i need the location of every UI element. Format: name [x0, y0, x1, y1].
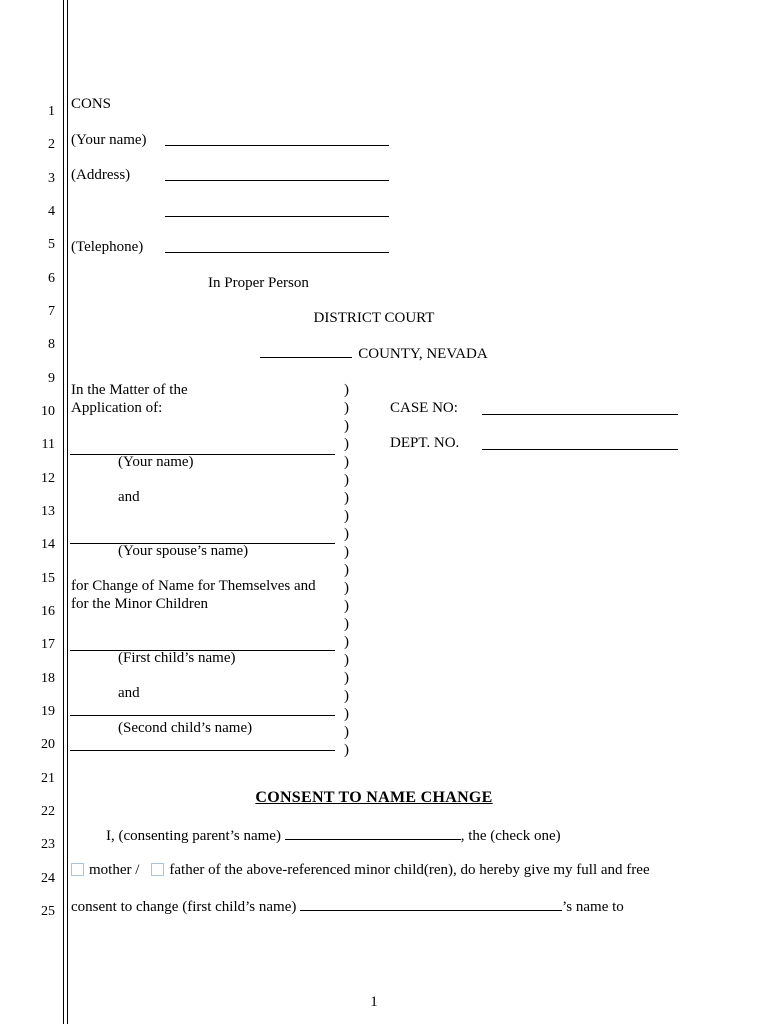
- caption-paren: ): [344, 706, 349, 722]
- caption-paren: ): [344, 652, 349, 668]
- line-number: 8: [48, 337, 55, 352]
- line-number: 15: [41, 571, 55, 586]
- address-field-line2[interactable]: [165, 202, 389, 217]
- telephone-field[interactable]: [165, 238, 389, 253]
- caption-paren: ): [344, 436, 349, 452]
- consent-suffix: ’s name to: [562, 899, 624, 915]
- parent-type-line: [71, 861, 650, 879]
- caption-paren: ): [344, 508, 349, 524]
- your-name-field[interactable]: [165, 131, 389, 146]
- caption-second-child-label: (Second child’s name): [118, 720, 253, 736]
- caption-paren: ): [344, 598, 349, 614]
- caption-paren: ): [344, 544, 349, 560]
- mother-label: mother /: [89, 862, 140, 878]
- consenting-parent-name-field[interactable]: [285, 827, 461, 840]
- dept-no-field[interactable]: [482, 435, 678, 450]
- caption-paren: ): [344, 580, 349, 596]
- caption-for-change-line1: for Change of Name for Themselves and: [71, 578, 316, 594]
- caption-paren: ): [344, 472, 349, 488]
- line-number: 1: [48, 104, 55, 119]
- line-number: 4: [48, 204, 55, 219]
- line-number: 21: [41, 771, 55, 786]
- case-no-label: CASE NO:: [390, 400, 458, 416]
- caption-paren: ): [344, 490, 349, 506]
- caption-matter-line1: In the Matter of the: [71, 382, 188, 398]
- first-child-change-field[interactable]: [300, 898, 562, 911]
- caption-paren: ): [344, 562, 349, 578]
- line-number: 3: [48, 171, 55, 186]
- intro-prefix: I, (consenting parent’s name): [106, 828, 281, 844]
- caption-paren: ): [344, 724, 349, 740]
- your-name-label: (Your name): [71, 132, 147, 148]
- line-number: 6: [48, 271, 55, 286]
- pleading-double-rule: [63, 0, 68, 1024]
- court-title: DISTRICT COURT: [313, 310, 435, 326]
- line-number: 19: [41, 704, 55, 719]
- address-label: (Address): [71, 167, 131, 183]
- caption-paren: ): [344, 526, 349, 542]
- caption-and-word-2: and: [118, 685, 140, 701]
- caption-paren: ): [344, 454, 349, 470]
- county-line: [70, 345, 678, 363]
- line-number: 9: [48, 371, 55, 386]
- caption-and-word: and: [118, 489, 140, 505]
- line-number: 12: [41, 471, 55, 486]
- line-number: 18: [41, 671, 55, 686]
- document-title-text: CONSENT TO NAME CHANGE: [255, 789, 493, 806]
- line-number: 17: [41, 637, 55, 652]
- line-number: 11: [41, 437, 55, 452]
- intro-line: [106, 827, 561, 845]
- additional-name-field[interactable]: [70, 736, 335, 751]
- document-title: [70, 789, 678, 807]
- caption-your-name-label: (Your name): [118, 454, 194, 470]
- line-number: 14: [41, 537, 55, 552]
- line-number: 13: [41, 504, 55, 519]
- line-number: 5: [48, 237, 55, 252]
- mother-checkbox[interactable]: [71, 863, 84, 876]
- caption-paren: ): [344, 742, 349, 758]
- caption-spouse-label: (Your spouse’s name): [118, 543, 249, 559]
- caption-paren: ): [344, 688, 349, 704]
- case-no-field[interactable]: [482, 400, 678, 415]
- form-code: CONS: [71, 96, 112, 112]
- line-number: 23: [41, 837, 55, 852]
- father-checkbox[interactable]: [151, 863, 164, 876]
- line-number: 7: [48, 304, 55, 319]
- county-suffix: COUNTY, NEVADA: [358, 346, 488, 362]
- consent-line: [71, 898, 624, 916]
- intro-suffix: , the (check one): [460, 828, 561, 844]
- caption-paren: ): [344, 418, 349, 434]
- line-number: 10: [41, 404, 55, 419]
- petitioner-name-field[interactable]: [70, 440, 335, 455]
- caption-paren: ): [344, 382, 349, 398]
- caption-paren: ): [344, 616, 349, 632]
- caption-first-child-label: (First child’s name): [118, 650, 236, 666]
- caption-paren: ): [344, 634, 349, 650]
- page-number: 1: [370, 994, 378, 1010]
- in-proper-person: In Proper Person: [208, 275, 309, 291]
- telephone-label: (Telephone): [71, 239, 144, 255]
- consent-prefix: consent to change (first child’s name): [71, 899, 297, 915]
- line-number: 20: [41, 737, 55, 752]
- dept-no-label: DEPT. NO.: [390, 435, 460, 451]
- address-field[interactable]: [165, 166, 389, 181]
- caption-paren: ): [344, 400, 349, 416]
- second-child-name-field[interactable]: [70, 701, 335, 716]
- caption-matter-line2: Application of:: [71, 400, 163, 416]
- line-number: 25: [41, 904, 55, 919]
- caption-paren: ): [344, 670, 349, 686]
- county-field[interactable]: [260, 345, 352, 358]
- line-number: 24: [41, 871, 55, 886]
- line-number: 22: [41, 804, 55, 819]
- line-number: 16: [41, 604, 55, 619]
- caption-for-change-line2: for the Minor Children: [71, 596, 209, 612]
- line-number: 2: [48, 137, 55, 152]
- father-text: father of the above-referenced minor child(ren), do hereby give my full and free: [169, 862, 650, 878]
